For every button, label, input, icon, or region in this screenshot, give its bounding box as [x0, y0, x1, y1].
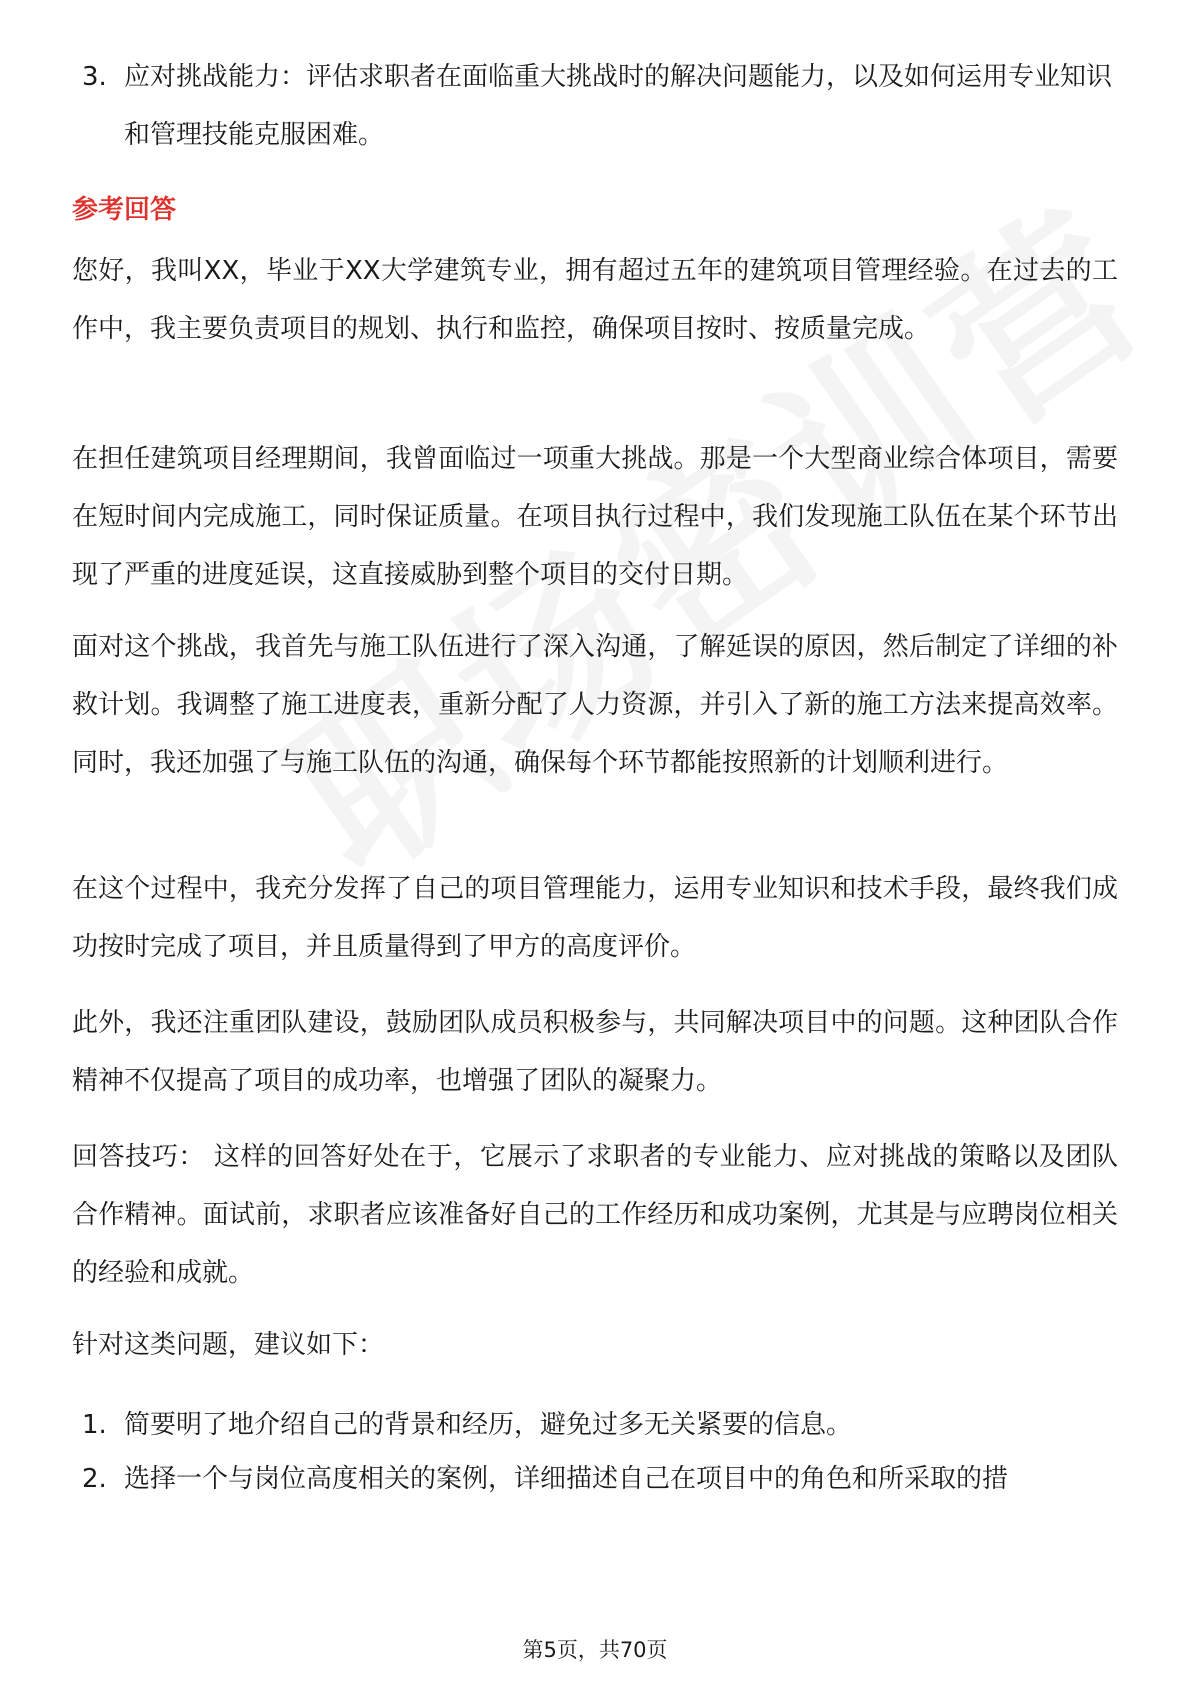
list-item [82, 1450, 1122, 1508]
list-item-number: 2. [82, 1464, 107, 1494]
paragraph-response: 面对这个挑战，我首先与施工队伍进行了深入沟通，了解延误的原因，然后制定了详细的补救计划。我调整了施工进度表，重新分配了人力资源，并引入了新的施工方法来提高效率。同时，我还加强了与施工队伍的沟通，确保每个环节都能按照新的计划顺利进行。 [72, 632, 1118, 778]
list-item-text: 简要明了地介绍自己的背景和经历，避免过多无关紧要的信息。 [124, 1410, 853, 1440]
paragraph-intro: 您好，我叫XX，毕业于XX大学建筑专业，拥有超过五年的建筑项目管理经验。在过去的工作中，我主要负责项目的规划、执行和监控，确保项目按时、按质量完成。 [72, 256, 1118, 344]
list-item [82, 1396, 1122, 1454]
paragraph-challenge: 在担任建筑项目经理期间，我曾面临过一项重大挑战。那是一个大型商业综合体项目，需要在短时间内完成施工，同时保证质量。在项目执行过程中，我们发现施工队伍在某个环节出现了严重的进度延误，这直接威胁到整个项目的交付日期。 [72, 444, 1118, 590]
section-heading: 参考回答 [72, 195, 177, 225]
list-item-text: 选择一个与岗位高度相关的案例，详细描述自己在项目中的角色和所采取的措 [124, 1464, 1009, 1494]
paragraph-advice-intro: 针对这类问题，建议如下： [72, 1330, 385, 1360]
list-item-number: 1. [82, 1410, 107, 1440]
paragraph-result: 在这个过程中，我充分发挥了自己的项目管理能力，运用专业知识和技术手段，最终我们成功按时完成了项目，并且质量得到了甲方的高度评价。 [72, 874, 1118, 962]
list-item [82, 48, 1122, 164]
list-item-number: 3. [82, 62, 107, 92]
list-item-text: 应对挑战能力：评估求职者在面临重大挑战时的解决问题能力，以及如何运用专业知识和管理技能克服困难。 [124, 62, 1113, 150]
page-number: 第5页，共70页 [522, 1638, 668, 1662]
paragraph-teamwork: 此外，我还注重团队建设，鼓励团队成员积极参与，共同解决项目中的问题。这种团队合作精神不仅提高了项目的成功率，也增强了团队的凝聚力。 [72, 1008, 1118, 1096]
paragraph-tips: 回答技巧： 这样的回答好处在于，它展示了求职者的专业能力、应对挑战的策略以及团队合作精神。面试前，求职者应该准备好自己的工作经历和成功案例，尤其是与应聘岗位相关的经验和成就。 [72, 1142, 1118, 1288]
